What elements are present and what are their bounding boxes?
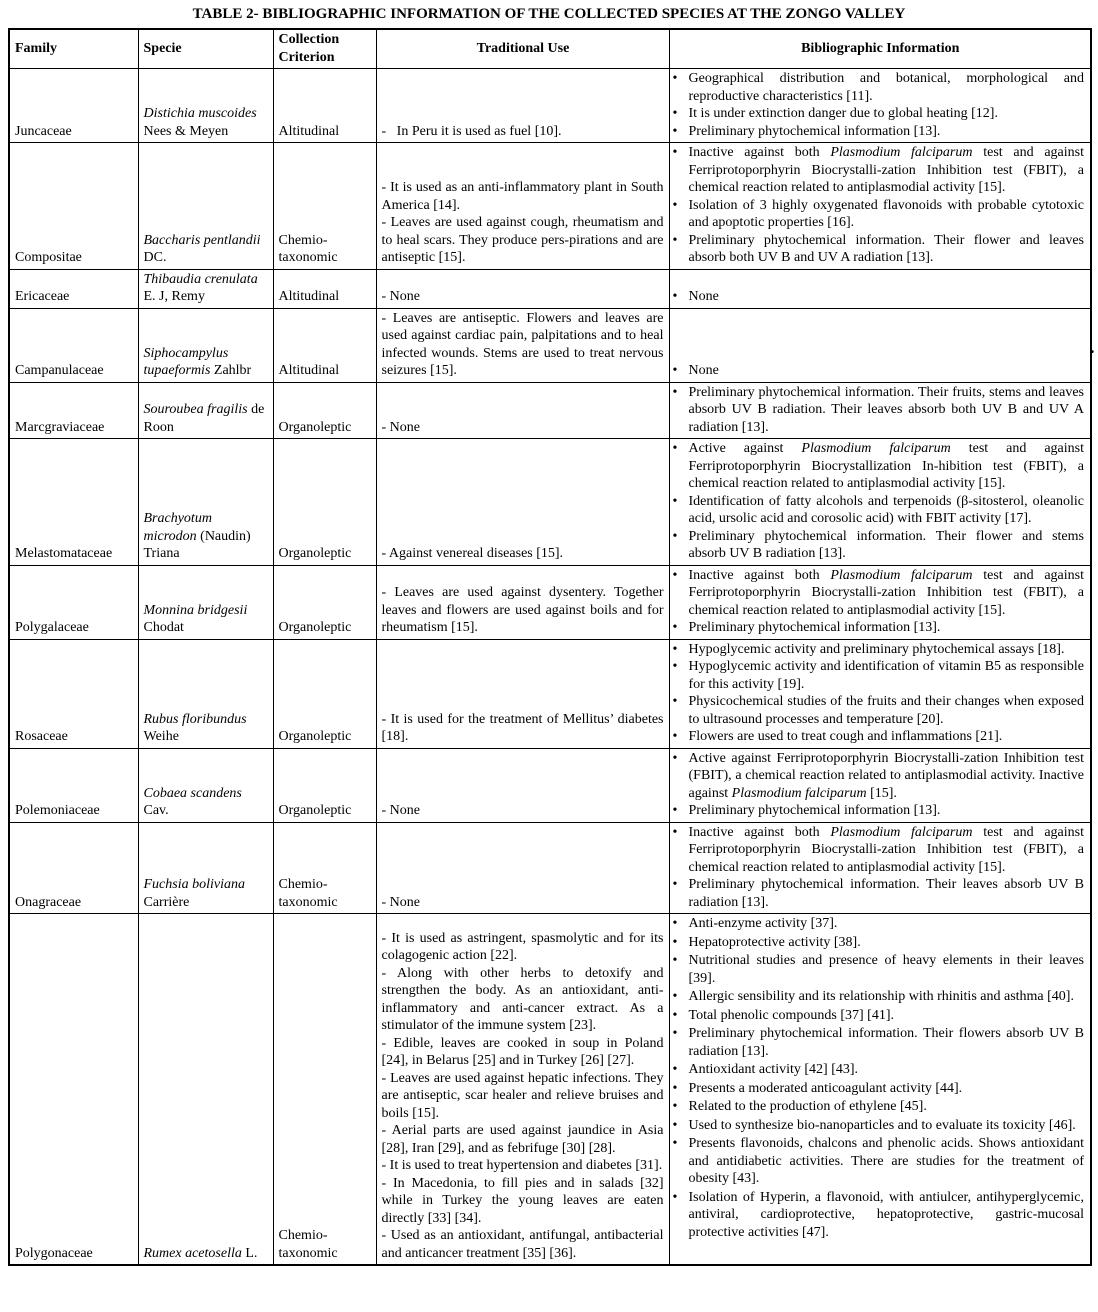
bibliography-list xyxy=(673,567,1085,637)
traditional-use-cell xyxy=(376,748,669,822)
bullet-marker: • xyxy=(672,641,678,657)
bibliography-list xyxy=(673,362,1085,380)
bibliography-item: • Total phenolic compounds [37] [41]. xyxy=(672,1007,894,1023)
family-cell: Juncaceae xyxy=(9,69,138,143)
column-header-collection-criterion: Collection Criterion xyxy=(273,29,376,69)
table-row xyxy=(9,382,1091,439)
table-title: TABLE 2- BIBLIOGRAPHIC INFORMATION OF THE COLLECTED SPECIES AT THE ZONGO VALLEY xyxy=(192,6,906,22)
traditional-use-item: - Used as an antioxidant, antifungal, antibacterial and anticancer treatment [35] [36]. xyxy=(381,1228,664,1261)
bibliography-item: • Preliminary phytochemical information. Their fruits, stems and leaves absorb UV B radiation. Their leaves absorb both UV B and UV A radiation [13]. xyxy=(672,384,1084,435)
bibliography-list xyxy=(673,641,1085,746)
specie-cell: Cobaea scandens Cav. xyxy=(138,748,273,822)
header-row xyxy=(9,29,1091,69)
bullet-marker: • xyxy=(672,106,678,121)
specie-cell: Rumex acetosella L. xyxy=(138,914,273,1266)
traditional-use-item: - None xyxy=(381,803,420,818)
bullet-marker: • xyxy=(672,824,678,840)
traditional-use-cell xyxy=(376,308,669,382)
traditional-use-cell xyxy=(376,914,669,1266)
bullet-marker: • xyxy=(672,877,678,892)
bullet-marker: • xyxy=(672,694,678,709)
bullet-marker: • xyxy=(672,803,678,818)
bibliography-item: • None xyxy=(672,363,719,378)
family-cell: Melastomataceae xyxy=(9,439,138,566)
column-header-bibliographic-information: Bibliographic Information xyxy=(669,29,1091,69)
collection-criterion-cell: Organoleptic xyxy=(273,748,376,822)
traditional-use-item: - It is used as an anti-inflammatory plant in South America [14]. xyxy=(381,180,664,213)
bibliography-item: • Hypoglycemic activity and preliminary phytochemical assays [18]. xyxy=(672,641,1065,657)
family-cell: Compositae xyxy=(9,143,138,270)
traditional-use-item: - In Macedonia, to fill pies and in salads [32] while in Turkey the young leaves are eaten directly [33] [34]. xyxy=(381,1175,664,1226)
traditional-use-item: - It is used for the treatment of Mellitus’ diabetes [18]. xyxy=(381,711,664,744)
bibliographic-information-cell xyxy=(669,382,1091,439)
bullet-marker: • xyxy=(672,1136,678,1151)
bullet-marker: • xyxy=(672,1099,678,1114)
bibliographic-information-cell xyxy=(669,822,1091,914)
bibliography-item: • Preliminary phytochemical information. Their leaves absorb UV B radiation [13]. xyxy=(672,877,1084,910)
traditional-use-cell xyxy=(376,565,669,639)
traditional-use-cell xyxy=(376,639,669,748)
bullet-marker: • xyxy=(672,934,678,950)
traditional-use-cell xyxy=(376,822,669,914)
bibliography-item: • Preliminary phytochemical information. Their flowers absorb UV B radiation [13]. xyxy=(672,1026,1084,1059)
bullet-marker: • xyxy=(672,659,678,674)
traditional-use-item: - Against venereal diseases [15]. xyxy=(381,546,564,561)
table-row xyxy=(9,565,1091,639)
bibliography-list xyxy=(673,384,1085,437)
bibliography-item: • Anti-enzyme activity [37]. xyxy=(672,916,838,931)
bullet-marker: • xyxy=(672,1080,678,1096)
table-row xyxy=(9,914,1091,1266)
column-header-family: Family xyxy=(9,29,138,69)
bullet-marker: • xyxy=(672,123,678,139)
bullet-marker: • xyxy=(672,567,678,583)
bibliography-list xyxy=(673,915,1085,1241)
table-row xyxy=(9,269,1091,308)
bullet-marker: • xyxy=(672,289,678,304)
family-cell: Ericaceae xyxy=(9,269,138,308)
traditional-use-item: - Along with other herbs to detoxify and strengthen the body. As an antioxidant, anti-inflammatory and anti-cancer extract. As a stimulator of the immune system [23]. xyxy=(381,965,664,1033)
bibliography-item: • None xyxy=(672,289,719,304)
bullet-marker: • xyxy=(672,1026,678,1041)
traditional-use-item: - Aerial parts are used against jaundice in Asia [28], Iran [29], and as febrifuge [30] [28]. xyxy=(381,1123,664,1156)
family-cell: Polygalaceae xyxy=(9,565,138,639)
traditional-use-item: - Leaves are used against dysentery. Together leaves and flowers are used against boils and for rheumatism [15]. xyxy=(381,585,664,635)
bullet-marker: • xyxy=(672,1007,678,1023)
bullet-marker: • xyxy=(672,620,678,635)
family-cell: Polygonaceae xyxy=(9,914,138,1266)
specie-cell: Baccharis pentlandii DC. xyxy=(138,143,273,270)
column-header-specie: Specie xyxy=(138,29,273,69)
bibliography-item: • Physicochemical studies of the fruits and their changes when exposed to ultrasound processes and temperature [20]. xyxy=(672,694,1084,727)
bibliography-item: • Related to the production of ethylene [45]. xyxy=(672,1099,927,1114)
bullet-marker: • xyxy=(672,441,678,456)
specie-cell: Monnina bridgesii Chodat xyxy=(138,565,273,639)
bullet-marker: • xyxy=(672,750,678,766)
collection-criterion-cell: Chemio-taxonomic xyxy=(273,143,376,270)
bullet-marker: • xyxy=(672,989,678,1004)
traditional-use-cell xyxy=(376,69,669,143)
bibliography-item: • Preliminary phytochemical information [13]. xyxy=(672,123,941,139)
bibliography-list xyxy=(673,288,1085,306)
bibliography-item: • Used to synthesize bio-nanoparticles and to evaluate its toxicity [46]. xyxy=(672,1117,1076,1133)
specie-cell: Rubus floribundus Weihe xyxy=(138,639,273,748)
bullet-marker: • xyxy=(672,1062,678,1077)
bullet-marker: • xyxy=(672,729,678,744)
traditional-use-cell xyxy=(376,143,669,270)
traditional-use-item: - None xyxy=(381,419,420,435)
bullet-marker: • xyxy=(672,363,678,378)
collection-criterion-cell: Organoleptic xyxy=(273,382,376,439)
bibliography-list xyxy=(673,824,1085,912)
family-cell: Rosaceae xyxy=(9,639,138,748)
bibliography-item: • Presents a moderated anticoagulant activity [44]. xyxy=(672,1080,963,1096)
bibliography-item: • Identification of fatty alcohols and terpenoids (β-sitosterol, oleanolic acid, ursolic acid and corosolic acid) with FBIT activity [17]. xyxy=(672,493,1084,526)
column-header-traditional-use: Traditional Use xyxy=(376,29,669,69)
bullet-marker: • xyxy=(672,232,678,248)
bibliography-item: • Preliminary phytochemical information [13]. xyxy=(672,620,941,635)
bibliographic-information-cell xyxy=(669,565,1091,639)
traditional-use-item: - Leaves are antiseptic. Flowers and leaves are used against cardiac pain, palpitations and to heal infected wounds. Stems are used to treat nervous seizures [15]. xyxy=(381,310,664,378)
bibliography-item: • Preliminary phytochemical information. Their flower and leaves absorb both UV B and UV A radiation [13]. xyxy=(672,232,1084,265)
bibliography-item: • Flowers are used to treat cough and inflammations [21]. xyxy=(672,729,1003,744)
bibliography-item: • Presents flavonoids, chalcons and phenolic acids. Shows antioxidant and antidiabetic activities. There are studies for the treatment of obesity [43]. xyxy=(672,1136,1084,1186)
family-cell: Campanulaceae xyxy=(9,308,138,382)
bibliography-item: • Antioxidant activity [42] [43]. xyxy=(672,1062,859,1077)
bibliography-list xyxy=(673,144,1085,267)
bibliography-item: • Isolation of 3 highly oxygenated flavonoids with probable cytotoxic and apoptotic properties [16]. xyxy=(672,197,1084,230)
family-cell: Polemoniaceae xyxy=(9,748,138,822)
bibliography-item: • Preliminary phytochemical information. Their flower and stems absorb UV B radiation [13]. xyxy=(672,528,1084,561)
traditional-use-item: - Leaves are used against cough, rheumatism and to heal scars. They produce pers-pirations and are antiseptic [15]. xyxy=(381,215,664,265)
bibliographic-information-cell xyxy=(669,914,1091,1266)
bibliography-item: • Inactive against both Plasmodium falciparum test and against Ferriprotoporphyrin Biocrystalli-zation Inhibition test (FBIT), a chemical reaction related to antiplasmodial activity [15]. xyxy=(672,145,1084,195)
bullet-marker: • xyxy=(672,145,678,160)
collection-criterion-cell: Organoleptic xyxy=(273,565,376,639)
bibliography-item: • Inactive against both Plasmodium falciparum test and against Ferriprotoporphyrin Biocrystalli-zation Inhibition test (FBIT), a chemical reaction related to antiplasmodial activity [15]. xyxy=(672,824,1084,875)
stray-period-mark: . xyxy=(1090,337,1095,357)
collection-criterion-cell: Chemio-taxonomic xyxy=(273,914,376,1266)
bibliographic-information-cell xyxy=(669,269,1091,308)
bibliography-item: • Nutritional studies and presence of heavy elements in their leaves [39]. xyxy=(672,953,1084,986)
traditional-use-item: - Edible, leaves are cooked in soup in Poland [24], in Belarus [25] and in Turkey [26] [27]. xyxy=(381,1035,664,1068)
table-row xyxy=(9,143,1091,270)
bullet-marker: • xyxy=(672,197,678,213)
bullet-marker: • xyxy=(672,384,678,400)
specie-cell: Siphocampylus tupaeformis Zahlbr xyxy=(138,308,273,382)
family-cell: Onagraceae xyxy=(9,822,138,914)
collection-criterion-cell: Altitudinal xyxy=(273,269,376,308)
traditional-use-item: - In Peru it is used as fuel [10]. xyxy=(381,123,562,139)
bibliographic-information-cell xyxy=(669,69,1091,143)
species-table xyxy=(8,28,1092,1266)
collection-criterion-cell: Altitudinal xyxy=(273,308,376,382)
bibliography-item: • It is under extinction danger due to global heating [12]. xyxy=(672,106,998,121)
table-row xyxy=(9,822,1091,914)
bibliographic-information-cell xyxy=(669,308,1091,382)
bullet-marker: • xyxy=(672,528,678,544)
bibliography-list xyxy=(673,440,1085,563)
bibliography-item: • Inactive against both Plasmodium falciparum test and against Ferriprotoporphyrin Biocrystalli-zation Inhibition test (FBIT), a chemical reaction related to antiplasmodial activity [15]. xyxy=(672,567,1084,618)
bibliography-list xyxy=(673,750,1085,820)
traditional-use-item: - It is used as astringent, spasmolytic and for its colagogenic action [22]. xyxy=(381,930,664,963)
specie-cell: Thibaudia crenulata E. J, Remy xyxy=(138,269,273,308)
traditional-use-item: - None xyxy=(381,289,420,304)
bibliography-item: • Hepatoprotective activity [38]. xyxy=(672,934,861,950)
collection-criterion-cell: Organoleptic xyxy=(273,439,376,566)
bibliographic-information-cell xyxy=(669,439,1091,566)
bibliography-item: • Preliminary phytochemical information [13]. xyxy=(672,803,941,818)
bibliography-list xyxy=(673,70,1085,140)
collection-criterion-cell: Chemio-taxonomic xyxy=(273,822,376,914)
traditional-use-item: - It is used to treat hypertension and diabetes [31]. xyxy=(381,1158,663,1173)
bullet-marker: • xyxy=(672,1189,678,1205)
bullet-marker: • xyxy=(672,916,678,931)
table-row xyxy=(9,639,1091,748)
bibliography-item: • Geographical distribution and botanical, morphological and reproductive characteristics [11]. xyxy=(672,71,1084,104)
traditional-use-cell xyxy=(376,269,669,308)
table-row xyxy=(9,439,1091,566)
table-row xyxy=(9,748,1091,822)
bibliography-item: • Active against Ferriprotoporphyrin Biocrystalli-zation Inhibition test (FBIT), a chemical reaction related to antiplasmodial activity. Inactive against Plasmodium falciparum [15]. xyxy=(672,750,1084,801)
bullet-marker: • xyxy=(672,493,678,509)
specie-cell: Brachyotum microdon (Naudin) Triana xyxy=(138,439,273,566)
table-row xyxy=(9,308,1091,382)
specie-cell: Fuchsia boliviana Carrière xyxy=(138,822,273,914)
bullet-marker: • xyxy=(672,1117,678,1133)
bibliographic-information-cell xyxy=(669,143,1091,270)
bibliographic-information-cell xyxy=(669,639,1091,748)
family-cell: Marcgraviaceae xyxy=(9,382,138,439)
table-body xyxy=(9,69,1091,1266)
bibliographic-information-cell xyxy=(669,748,1091,822)
table-row xyxy=(9,69,1091,143)
bibliography-item: • Isolation of Hyperin, a flavonoid, with antiulcer, antihyperglycemic, antiviral, cardioprotective, hepatoprotective, gastric-mucosal protective activities [47]. xyxy=(672,1189,1084,1240)
bibliography-item: • Active against Plasmodium falciparum test and against Ferriprotoporphyrin Biocrystallization In-hibition test (FBIT), a chemical reaction related to antiplasmodial activity [15]. xyxy=(672,441,1084,491)
collection-criterion-cell: Altitudinal xyxy=(273,69,376,143)
specie-cell: Souroubea fragilis de Roon xyxy=(138,382,273,439)
traditional-use-cell xyxy=(376,382,669,439)
bibliography-item: • Hypoglycemic activity and identification of vitamin B5 as responsible for this activity [19]. xyxy=(672,659,1084,692)
traditional-use-item: - None xyxy=(381,894,420,910)
bibliography-item: • Allergic sensibility and its relationship with rhinitis and asthma [40]. xyxy=(672,989,1074,1004)
traditional-use-item: - Leaves are used against hepatic infections. They are antiseptic, scar healer and relieve bruises and boils [15]. xyxy=(381,1070,664,1121)
bullet-marker: • xyxy=(672,953,678,968)
collection-criterion-cell: Organoleptic xyxy=(273,639,376,748)
bullet-marker: • xyxy=(672,71,678,86)
specie-cell: Distichia muscoides Nees & Meyen xyxy=(138,69,273,143)
traditional-use-cell xyxy=(376,439,669,566)
